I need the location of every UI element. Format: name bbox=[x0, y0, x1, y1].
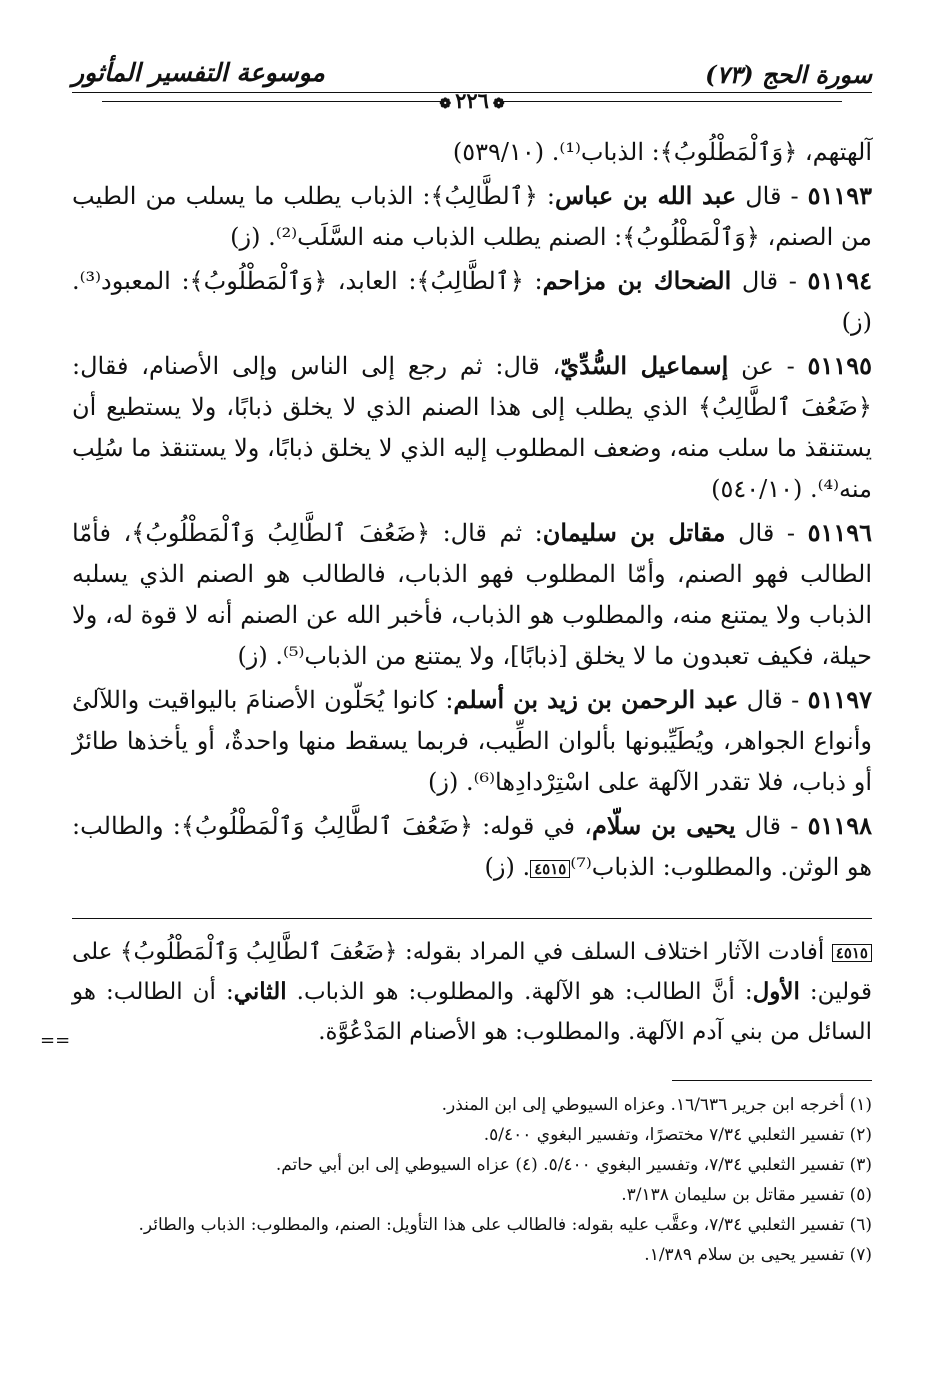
commentary-text: : أنَّ الطالب: هو الآلهة. والمطلوب: هو الذباب. bbox=[286, 979, 753, 1005]
footnotes bbox=[72, 1090, 872, 1270]
entry-number: ٥١١٩٧ bbox=[807, 685, 873, 714]
first-opinion-label: الأول bbox=[752, 978, 800, 1005]
entry-text: : كانوا يُحَلّون الأصنامَ باليواقيت واللآلئ وأنواع الجواهر، ويُطَيِّبونها بألوان الطِّيب، فربما يسقط منها واحدةٌ، أو يأخذها طائرٌ أو ذباب، فلا تقدر الآلهة على اسْتِرْدادِها⁽⁶⁾. (ز) bbox=[72, 686, 872, 796]
entry-51194 bbox=[72, 260, 872, 343]
commentary-separator bbox=[72, 918, 872, 919]
narrator-name: الضحاك بن مزاحم bbox=[542, 266, 732, 295]
commentary-text: أفادت الآثار اختلاف السلف في المراد بقوله: ﴿ضَعُفَ ٱلطَّالِبُ وَٱلْمَطْلُوبُ﴾ على قولين: bbox=[72, 939, 872, 1005]
footnote: (٣) تفسير الثعلبي ٧/٣٤، وتفسير البغوي ٥/٤٠٠. (٤) عزاه السيوطي إلى ابن أبي حاتم. bbox=[275, 1155, 872, 1175]
second-opinion-label: الثاني bbox=[233, 978, 287, 1005]
narrator-name: يحيى بن سلّام bbox=[591, 811, 736, 840]
book-title: موسوعة التفسير المأثور bbox=[72, 58, 325, 87]
ornament-icon: ❁ bbox=[439, 96, 452, 112]
commentary-block bbox=[72, 932, 872, 1052]
entry-lead: - قال bbox=[725, 519, 808, 547]
entry-number: ٥١١٩٤ bbox=[807, 266, 872, 295]
entry-text: : ﴿ٱلطَّالِبُ﴾: العابد، ﴿وَٱلْمَطْلُوبُ﴾: المعبود⁽³⁾. (ز) bbox=[72, 267, 872, 336]
narrator-name: مقاتل بن سليمان bbox=[542, 518, 726, 547]
entry-text: : ﴿ٱلطَّالِبُ﴾: الذباب يطلب ما يسلب من الطيب من الصنم، ﴿وَٱلْمَطْلُوبُ﴾: الصنم يطلب الذباب منه السَّلَب⁽²⁾. (ز) bbox=[72, 182, 872, 251]
entry-tail: . (ز) bbox=[484, 853, 531, 881]
main-text bbox=[72, 132, 872, 890]
commentary-text: : أن الطالب: هو السائل من بني آدم الآلهة. والمطلوب: هو الأصنام المَدْعُوَّة. bbox=[72, 979, 872, 1045]
entry-51197 bbox=[72, 679, 872, 803]
entry-number: ٥١١٩٦ bbox=[807, 518, 873, 547]
ornament-icon: ❁ bbox=[492, 96, 505, 112]
footnote: (٧) تفسير يحيى بن سلام ١/٣٨٩. bbox=[644, 1245, 872, 1265]
entry-text: ، قال: ثم رجع إلى الناس وإلى الأصنام، فقال: ﴿ضَعُفَ ٱلطَّالِبُ﴾ الذي يطلب إلى هذا الصنم الذي لا يخلق ذبابًا، ولا يستطيع أن يستنقذ ما سلب منه، وضعف المطلوب إليه الذي لا يخلق ذبابًا، ولا يستنقذ ما سُلِب منه⁽⁴⁾. (٥٤٠/١٠) bbox=[72, 352, 872, 503]
footnote: (٢) تفسير الثعلبي ٧/٣٤ مختصرًا، وتفسير البغوي ٥/٤٠٠. bbox=[483, 1125, 872, 1145]
entry-lead: - عن bbox=[728, 352, 808, 380]
narrator-name: عبد الرحمن بن زيد بن أسلم bbox=[453, 685, 739, 714]
entry-number: ٥١١٩٣ bbox=[807, 181, 873, 210]
footnote: (١) أخرجه ابن جرير ١٦/٦٣٦. وعزاه السيوطي إلى ابن المنذر. bbox=[441, 1095, 872, 1115]
entry-number: ٥١١٩٨ bbox=[807, 811, 873, 840]
commentary-ref-box: ٤٥١٥ bbox=[530, 860, 570, 878]
entry-text: : ثم قال: ﴿ضَعُفَ ٱلطَّالِبُ وَٱلْمَطْلُوبُ﴾، فأمّا الطالب فهو الصنم، وأمّا المطلوب فهو الذباب، فالطالب هو الصنم الذي يسلبه الذباب ولا يمتنع منه، والمطلوب هو الذباب، فأخبر الله عن الصنم أنه لا قوة له، ولا حيلة، فكيف تعبدون ما لا يخلق [ذبابًا]، ولا يمتنع من الذباب⁽⁵⁾. (ز) bbox=[72, 519, 872, 670]
margin-mark: == bbox=[40, 1030, 71, 1051]
footnote-separator bbox=[672, 1080, 872, 1081]
entry-continuation bbox=[72, 132, 872, 173]
page-number-row bbox=[72, 88, 872, 118]
entry-text: آلهتهم، ﴿وَٱلْمَطْلُوبُ﴾: الذباب⁽¹⁾. (٥٣٩/١٠) bbox=[452, 138, 872, 166]
entry-51198 bbox=[72, 805, 872, 888]
entry-51195 bbox=[72, 345, 872, 510]
entry-text: ، في قوله: ﴿ضَعُفَ ٱلطَّالِبُ وَٱلْمَطْلُوبُ﴾: والطالب: هو الوثن. والمطلوب: الذباب⁽⁷⁾ bbox=[72, 812, 872, 881]
narrator-name: إسماعيل السُّدِّيّ bbox=[560, 351, 729, 380]
commentary-number-box: ٤٥١٥ bbox=[832, 944, 872, 962]
page-number bbox=[72, 88, 872, 113]
entry-lead: - قال bbox=[738, 686, 808, 714]
entry-lead: - قال bbox=[731, 267, 808, 295]
entry-lead: - قال bbox=[736, 182, 808, 210]
narrator-name: عبد الله بن عباس bbox=[554, 181, 737, 210]
entry-number: ٥١١٩٥ bbox=[807, 351, 872, 380]
entry-51193 bbox=[72, 175, 872, 258]
entry-51196 bbox=[72, 512, 872, 677]
footnote: (٦) تفسير الثعلبي ٧/٣٤، وعقَّب عليه بقوله: فالطالب على هذا التأويل: الصنم، والمطلوب: الذباب والطائر. bbox=[138, 1215, 872, 1235]
entry-lead: - قال bbox=[735, 812, 808, 840]
footnote: (٥) تفسير مقاتل بن سليمان ٣/١٣٨. bbox=[621, 1185, 872, 1205]
page-number-text: ٢٢٦ bbox=[455, 88, 489, 113]
surah-label: سورة الحج (٧٣) bbox=[705, 60, 872, 89]
